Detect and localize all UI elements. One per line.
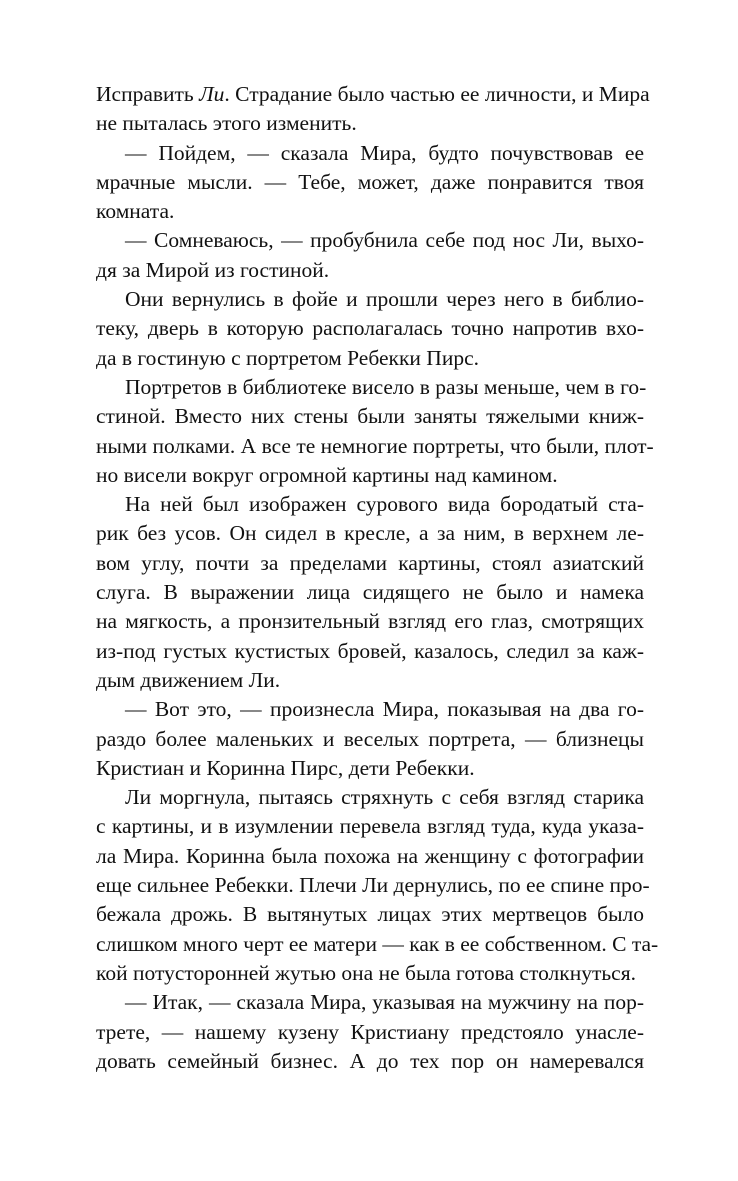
text-segment: довать семейный бизнес. А до тех пор он намеревался — [96, 1048, 644, 1073]
text-segment: раздо более маленьких и веселых портрета, — близнецы — [96, 726, 644, 751]
text-line — [96, 637, 644, 666]
text-segment: с картины, и в изумлении перевела взгляд туда, куда указа- — [96, 814, 644, 839]
text-segment: вом углу, почти за пределами картины, стоял азиатский — [96, 550, 644, 575]
text-segment: на мягкость, а пронзительный взгляд его глаз, смотрящих — [96, 609, 644, 634]
text-segment: теку, дверь в которую располагалась точно напротив вхо- — [96, 316, 644, 341]
text-line — [96, 461, 644, 490]
text-line — [96, 256, 644, 285]
text-segment: — Вот это, — произнесла Мира, показывая на два го- — [125, 697, 644, 722]
text-segment: . Страдание было частью ее личности, и Мира — [224, 82, 650, 106]
body-text — [96, 80, 659, 1076]
text-segment: рик без усов. Он сидел в кресле, а за ним, в верхнем ле- — [96, 521, 644, 546]
text-line — [96, 168, 644, 197]
text-segment: трете, — нашему кузену Кристиану предстояло унасле- — [96, 1019, 644, 1044]
text-segment: Исправить — [96, 82, 200, 106]
text-line — [96, 549, 644, 578]
text-segment: еще сильнее Ребекки. Плечи Ли дернулись, по ее спине про- — [96, 873, 650, 898]
text-line — [96, 226, 644, 255]
text-segment: но висели вокруг огромной картины над камином. — [96, 462, 558, 487]
text-line — [96, 842, 644, 871]
text-line — [96, 197, 644, 226]
text-line — [96, 578, 644, 607]
paragraph — [96, 783, 659, 988]
text-segment: слуга. В выражении лица сидящего не было и намека — [96, 580, 644, 605]
paragraph — [96, 695, 644, 783]
text-segment: — Сомневаюсь, — пробубнила себе под нос Ли, выхо- — [125, 228, 644, 253]
paragraph — [96, 373, 654, 490]
text-segment: слишком много черт ее матери — как в ее собственном. С та- — [96, 931, 659, 956]
text-line — [96, 109, 644, 138]
text-segment: ла Мира. Коринна была похожа на женщину с фотографии — [96, 843, 644, 868]
text-segment: Они вернулись в фойе и прошли через него в библио- — [125, 287, 644, 312]
text-line — [96, 314, 644, 343]
text-line — [96, 373, 647, 402]
text-segment: Кристиан и Коринна Пирс, дети Ребекки. — [96, 755, 475, 780]
text-line — [96, 139, 644, 168]
text-line — [96, 959, 644, 988]
text-segment: не пыталась этого изменить. — [96, 111, 357, 136]
text-segment: ными полками. А все те немногие портреты, что были, плот- — [96, 433, 654, 458]
text-segment: стиной. Вместо них стены были заняты тяжелыми книж- — [96, 404, 644, 429]
italic-text: Ли — [199, 82, 225, 106]
text-line — [96, 900, 644, 929]
text-line — [96, 871, 650, 900]
paragraph — [96, 139, 644, 227]
text-line — [96, 783, 644, 812]
text-segment: На ней был изображен сурового вида бородатый ста- — [125, 492, 644, 517]
text-line — [96, 930, 659, 959]
text-segment: кой потусторонней жутью она не была готова столкнуться. — [96, 960, 636, 985]
text-line — [96, 988, 644, 1017]
text-line — [96, 344, 644, 373]
paragraph — [96, 80, 650, 139]
text-segment: да в гостиную с портретом Ребекки Пирс. — [96, 345, 480, 370]
text-line — [96, 812, 644, 841]
text-line — [96, 285, 644, 314]
text-line — [96, 432, 654, 461]
text-line — [96, 725, 644, 754]
text-segment: комната. — [96, 199, 175, 224]
text-segment: дя за Мирой из гостиной. — [96, 257, 330, 282]
text-segment: Ли моргнула, пытаясь стряхнуть с себя взгляд старика — [125, 785, 644, 810]
text-line — [96, 80, 650, 109]
text-segment: — Пойдем, — сказала Мира, будто почувствовав ее — [125, 140, 644, 165]
text-line — [96, 607, 644, 636]
paragraph — [96, 988, 644, 1076]
text-segment: бежала дрожь. В вытянутых лицах этих мертвецов было — [96, 902, 644, 927]
text-line — [96, 695, 644, 724]
text-line — [96, 490, 644, 519]
text-line — [96, 402, 644, 431]
text-segment: дым движением Ли. — [96, 667, 281, 692]
text-line — [96, 1047, 644, 1076]
text-segment: мрачные мысли. — Тебе, может, даже понравится твоя — [96, 169, 644, 194]
text-line — [96, 666, 644, 695]
paragraph — [96, 226, 644, 285]
text-line — [96, 1018, 644, 1047]
text-segment: — Итак, — сказала Мира, указывая на мужчину на пор- — [125, 990, 644, 1015]
text-segment: Портретов в библиотеке висело в разы меньше, чем в го- — [125, 374, 647, 399]
text-line — [96, 754, 644, 783]
text-line — [96, 519, 644, 548]
paragraph — [96, 490, 644, 695]
text-segment: из-под густых кустистых бровей, казалось, следил за каж- — [96, 638, 644, 663]
paragraph — [96, 285, 644, 373]
